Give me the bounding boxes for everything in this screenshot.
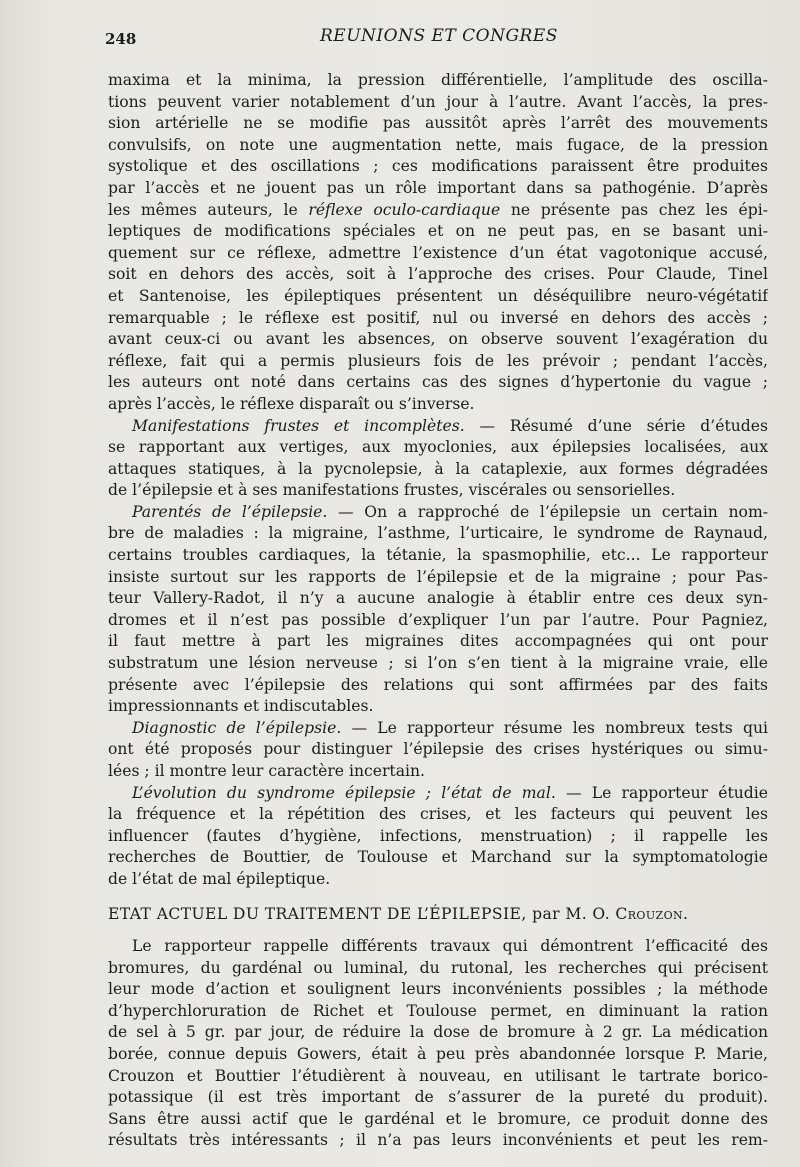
text-line: influencer (fautes d’hygiène, infections, menstruation) ; il rappelle les	[108, 826, 768, 845]
italic-heading: L’évolution du syndrome épilepsie ; l’état de mal.	[132, 783, 556, 802]
text-line: réflexe, fait qui a permis plusieurs fois de les prévoir ; pendant l’accès,	[108, 351, 768, 370]
text-line: lées ; il montre leur caractère incertain.	[108, 762, 425, 780]
text-line: systolique et des oscillations ; ces modifications paraissent être produites	[108, 157, 768, 176]
italic-heading: Diagnostic de l’épilepsie.	[132, 718, 342, 737]
page-number: 248	[105, 30, 137, 48]
text-line: de l’état de mal épileptique.	[108, 869, 331, 888]
text-line: leur mode d’action et soulignent leurs inconvénients possibles ; la méthode	[108, 980, 768, 999]
line-text: — Le rapporteur étudie	[555, 783, 768, 802]
text-line: maxima et la minima, la pression différentielle, l’amplitude des oscilla-	[108, 71, 768, 89]
text-line: soit en dehors des accès, soit à l’approche des crises. Pour Claude, Tinel	[108, 265, 768, 284]
text-line: après l’accès, le réflexe disparaît ou s’inverse.	[108, 394, 475, 413]
text-line: teur Vallery-Radot, il n’y a aucune analogie à établir entre ces deux syn-	[108, 589, 768, 608]
text-line	[108, 416, 768, 438]
text-line: se rapportant aux vertiges, aux myoclonies, aux épilepsies localisées, aux	[108, 438, 768, 457]
section-heading	[108, 905, 768, 927]
text-line: bre de maladies : la migraine, l’asthme, l’urticaire, le syndrome de Raynaud,	[108, 524, 768, 543]
text-line: résultats très intéressants ; il n’a pas leurs inconvénients et peut les rem-	[108, 1131, 768, 1150]
text-line	[108, 502, 768, 524]
text-line: leptiques de modifications spéciales et on ne peut pas, en se basant uni-	[108, 222, 768, 241]
text-line: Sans être aussi actif que le gardénal et le bromure, ce produit donne des	[108, 1109, 768, 1128]
body-text	[108, 70, 768, 891]
line-text: ne présente pas chez les épi-	[500, 200, 768, 219]
text-line: attaques statiques, à la pycnolepsie, à la cataplexie, aux formes dégradées	[108, 459, 768, 478]
text-line: impressionnants et indiscutables.	[108, 697, 374, 716]
italic-heading: Manifestations frustes et incomplètes.	[132, 416, 465, 435]
text-line: par l’accès et ne jouent pas un rôle important dans sa pathogénie. D’après	[108, 178, 768, 197]
text-line: la fréquence et la répétition des crises, et les facteurs qui peuvent les	[108, 805, 768, 824]
text-line: tions peuvent varier notablement d’un jour à l’autre. Avant l’accès, la pres-	[108, 92, 768, 111]
text-line: dromes et il n’est pas possible d’expliquer l’un par l’autre. Pour Pagniez,	[108, 610, 768, 629]
section-body	[108, 936, 768, 1152]
section-author-prefix: par M. O.	[532, 905, 611, 923]
text-line: Crouzon et Bouttier l’étudièrent à nouveau, en utilisant le tartrate borico-	[108, 1066, 768, 1085]
text-line: insiste surtout sur les rapports de l’épilepsie et de la migraine ; pour Pas-	[108, 567, 768, 586]
text-line: de sel à 5 gr. par jour, de réduire la dose de bromure à 2 gr. La médication	[108, 1023, 768, 1042]
line-text: — On a rapproché de l’épilepsie un certain nom-	[327, 502, 768, 521]
section-author-suffix: .	[683, 905, 689, 923]
line-text: — Résumé d’une série d’études	[464, 416, 768, 435]
text-line: remarquable ; le réflexe est positif, nul ou inversé en dehors des accès ;	[108, 308, 768, 327]
text-line	[108, 200, 768, 222]
text-line: et Santenoise, les épileptiques présentent un déséquilibre neuro-végétatif	[108, 286, 768, 305]
running-title: REUNIONS ET CONGRES	[320, 26, 558, 46]
text-line: ont été proposés pour distinguer l’épilepsie des crises hystériques ou simu-	[108, 740, 768, 759]
line-text: — Le rapporteur résume les nombreux tests qui	[341, 718, 768, 737]
text-line: bromures, du gardénal ou luminal, du rutonal, les recherches qui précisent	[108, 958, 768, 977]
text-line: présente avec l’épilepsie des relations qui sont affirmées par des faits	[108, 675, 768, 694]
treatment-section	[108, 905, 768, 1152]
text-line: de l’épilepsie et à ses manifestations frustes, viscérales ou sensorielles.	[108, 481, 676, 500]
text-line: sion artérielle ne se modifie pas aussitôt après l’arrêt des mouvements	[108, 114, 768, 133]
text-line: avant ceux-ci ou avant les absences, on observe souvent l’exagération du	[108, 330, 768, 349]
running-header	[105, 24, 770, 50]
text-line: d’hyperchloruration de Richet et Toulouse permet, en diminuant la ration	[108, 1001, 768, 1020]
text-line: borée, connue depuis Gowers, était à peu près abandonnée lorsque P. Marie,	[108, 1044, 768, 1063]
italic-heading: Parentés de l’épilepsie.	[132, 502, 328, 521]
text-line: Le rapporteur rappelle différents travaux qui démontrent l’efficacité des	[132, 937, 768, 955]
text-line: convulsifs, on note une augmentation nette, mais fugace, de la pression	[108, 135, 768, 154]
text-line	[108, 783, 768, 805]
section-author-name: Crouzon	[615, 905, 684, 923]
text-line: les auteurs ont noté dans certains cas des signes d’hypertonie du vague ;	[108, 373, 768, 392]
text-line: quement sur ce réflexe, admettre l’existence d’un état vagotonique accusé,	[108, 243, 768, 262]
text-line: potassique (il est très important de s’assurer de la pureté du produit).	[108, 1088, 768, 1107]
text-line: substratum une lésion nerveuse ; si l’on s’en tient à la migraine vraie, elle	[108, 654, 768, 673]
section-heading-title: ETAT ACTUEL DU TRAITEMENT DE L’ÉPILEPSIE,	[108, 905, 527, 923]
text-line: recherches de Bouttier, de Toulouse et Marchand sur la symptomatologie	[108, 848, 768, 867]
text-line: il faut mettre à part les migraines dites accompagnées qui ont pour	[108, 632, 768, 651]
text-line: certains troubles cardiaques, la tétanie, la spasmophilie, etc... Le rapporteur	[108, 546, 768, 565]
line-text: les mêmes auteurs, le	[108, 200, 309, 219]
italic-heading: réflexe oculo-cardiaque	[308, 200, 501, 219]
text-line	[108, 718, 768, 740]
